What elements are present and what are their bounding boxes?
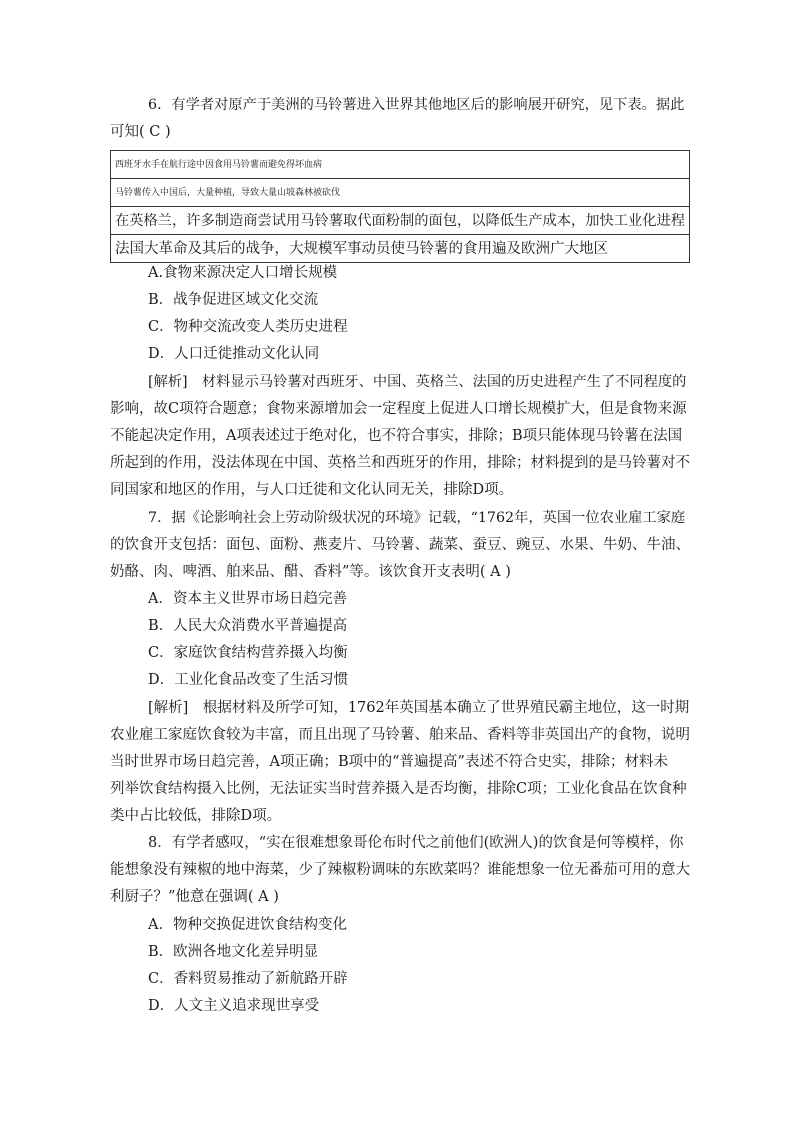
q8-stem-line: 利厨子？”他意在强调( A ) [110, 889, 279, 905]
q6-option-c: C．物种交流改变人类历史进程 [148, 319, 348, 335]
q7-option-d: D．工业化食品改变了生活习惯 [148, 672, 349, 688]
table-row [111, 179, 690, 207]
q6-stem-line1: 6．有学者对原产于美洲的马铃薯进入世界其他地区后的影响展开研究，见下表。据此 [148, 97, 685, 113]
q8-option-b: B．欧洲各地文化差异明显 [148, 944, 319, 960]
q6-analysis-line: 同国家和地区的作用，与人口迁徙和文化认同无关，排除D项。 [110, 482, 514, 498]
q8-option-c: C．香料贸易推动了新航路开辟 [148, 971, 348, 987]
q8-stem-line: 8．有学者感叹，“实在很难想象哥伦布时代之前他们(欧洲人)的饮食是何等模样，你 [148, 835, 684, 851]
q7-stem-line: 7．据《论影响社会上劳动阶级状况的环境》记载，“1762年，英国一位农业雇工家庭 [148, 510, 686, 526]
q8-option-a: A．物种交换促进饮食结构变化 [148, 917, 347, 933]
table-cell: 西班牙水手在航行途中因食用马铃薯而避免得坏血病 [111, 151, 690, 179]
q7-stem-line: 奶酪、肉、啤酒、舶来品、醋、香料”等。该饮食开支表明( A ) [110, 564, 511, 580]
q7-analysis-line: 当时世界市场日趋完善，A项正确；B项中的“普遍提高”表述不符合史实，排除；材料未 [110, 754, 668, 770]
q8-stem-line: 能想象没有辣椒的地中海菜，少了辣椒粉调味的东欧菜吗？谁能想象一位无番茄可用的意大 [110, 862, 690, 878]
q6-analysis-line: 所起到的作用，没法体现在中国、英格兰和西班牙的作用，排除；材料提到的是马铃薯对不 [110, 455, 690, 471]
q7-analysis-line: 列举饮食结构摄入比例，无法证实当时营养摄入是否均衡，排除C项；工业化食品在饮食种 [110, 781, 687, 797]
q6-analysis-line: 影响，故C项符合题意；食物来源增加会一定程度上促进人口增长规模扩大，但是食物来源 [110, 401, 687, 417]
table-row [111, 235, 690, 263]
q7-stem-line: 的饮食开支包括：面包、面粉、燕麦片、马铃薯、蔬菜、蚕豆、豌豆、水果、牛奶、牛油、 [110, 537, 690, 553]
q7-option-c: C．家庭饮食结构营养摄入均衡 [148, 645, 348, 661]
q6-analysis-line: 不能起决定作用，A项表述过于绝对化，也不符合事实，排除；B项只能体现马铃薯在法国 [110, 428, 683, 444]
q6-option-d: D．人口迁徙推动文化认同 [148, 346, 320, 362]
q6-stem-line2: 可知( C ) [110, 124, 171, 140]
q8-option-d: D．人文主义追求现世享受 [148, 998, 320, 1014]
q6-material-table [110, 150, 690, 263]
table-cell: 在英格兰，许多制造商尝试用马铃薯取代面粉制的面包，以降低生产成本，加快工业化进程 [111, 207, 690, 235]
table-cell: 法国大革命及其后的战争，大规模军事动员使马铃薯的食用遍及欧洲广大地区 [111, 235, 690, 263]
q7-analysis-line: 农业雇工家庭饮食较为丰富，而且出现了马铃薯、舶来品、香料等非英国出产的食物，说明 [110, 727, 690, 743]
q6-option-a: A.食物来源决定人口增长规模 [148, 265, 338, 281]
table-cell: 马铃薯传入中国后，大量种植，导致大量山坡森林被砍伐 [111, 179, 690, 207]
table-row [111, 151, 690, 179]
q7-analysis-line: 类中占比较低，排除D项。 [110, 808, 282, 824]
q6-analysis-line: [解析] 材料显示马铃薯对西班牙、中国、英格兰、法国的历史进程产生了不同程度的 [148, 374, 687, 390]
q6-option-b: B．战争促进区域文化交流 [148, 292, 319, 308]
q7-option-a: A．资本主义世界市场日趋完善 [148, 591, 347, 607]
q7-analysis-line: [解析] 根据材料及所学可知，1762年英国基本确立了世界殖民霸主地位，这一时期 [148, 700, 690, 716]
q7-option-b: B．人民大众消费水平普遍提高 [148, 618, 348, 634]
table-row [111, 207, 690, 235]
